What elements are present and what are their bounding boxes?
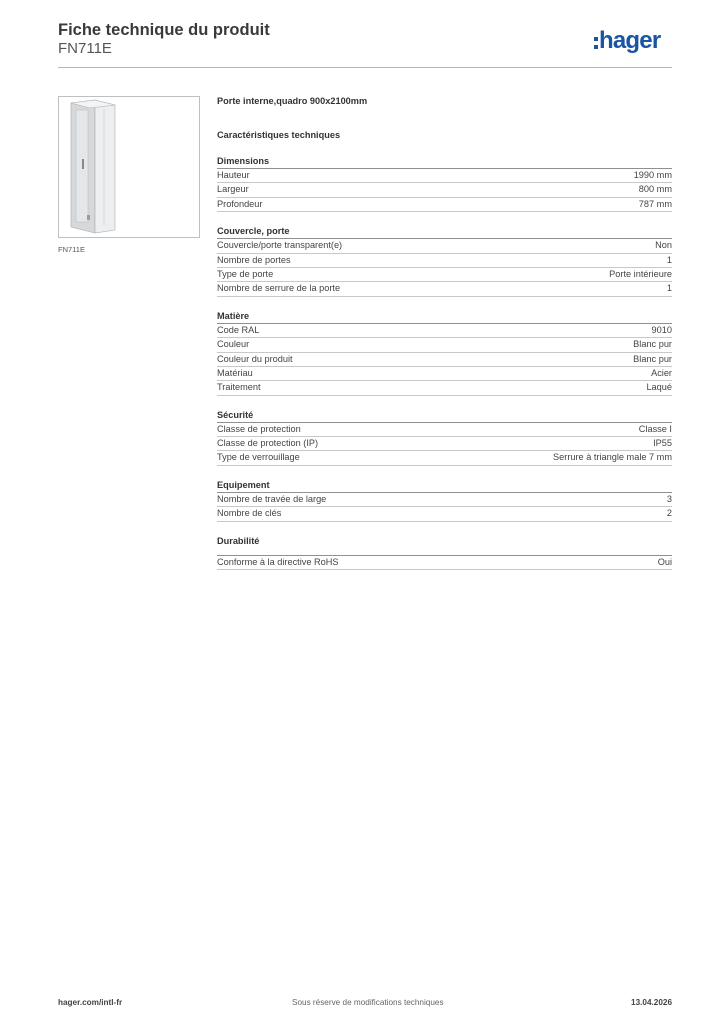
spec-label: Nombre de portes <box>217 254 291 265</box>
spec-value: Oui <box>657 556 672 567</box>
spec-value: Acier <box>651 367 672 378</box>
spec-value: Blanc pur <box>633 353 672 364</box>
group-title: Equipement <box>217 479 672 493</box>
spec-group-durability <box>217 535 672 570</box>
spec-value: 2 <box>666 508 672 519</box>
spec-label: Hauteur <box>217 170 250 180</box>
spec-group-cover-door <box>217 225 672 297</box>
spec-row <box>217 555 672 570</box>
footer-disclaimer: Sous réserve de modifications techniques <box>292 998 444 1007</box>
product-image <box>59 97 199 237</box>
logo-colon-mark <box>594 37 598 49</box>
spec-label: Type de verrouillage <box>217 452 300 463</box>
spec-row <box>217 282 672 296</box>
spec-row <box>217 353 672 367</box>
page-title: Fiche technique du produit <box>58 21 270 39</box>
spec-value: 1 <box>666 254 672 265</box>
spec-group-material <box>217 310 672 396</box>
hager-logo <box>594 28 660 54</box>
spec-content <box>217 95 672 570</box>
spec-row <box>217 183 672 197</box>
spec-group-equipment <box>217 479 672 522</box>
spec-label: Couleur du produit <box>217 353 293 364</box>
spec-row <box>217 324 672 338</box>
spec-value: 9010 <box>651 324 672 335</box>
spec-label: Nombre de serrure de la porte <box>217 283 341 294</box>
spec-label: Code RAL <box>217 324 260 335</box>
spec-value: 787 mm <box>638 198 672 209</box>
spec-value: Serrure à triangle male 7 mm <box>553 452 672 463</box>
spec-row <box>217 239 672 253</box>
footer-date: 13.04.2026 <box>631 998 672 1007</box>
spec-label: Conforme à la directive RoHS <box>217 556 339 567</box>
group-title: Couvercle, porte <box>217 225 672 239</box>
spec-label: Largeur <box>217 184 249 195</box>
spec-label: Profondeur <box>217 198 263 209</box>
image-caption: FN711E <box>58 245 85 254</box>
spec-label: Couvercle/porte transparent(e) <box>217 240 343 251</box>
spec-row <box>217 493 672 507</box>
logo-wordmark: hager <box>599 27 661 54</box>
spec-label: Nombre de travée de large <box>217 493 327 504</box>
spec-row <box>217 381 672 395</box>
group-title: Durabilité <box>217 535 260 546</box>
spec-label: Traitement <box>217 382 261 393</box>
spec-label: Nombre de clés <box>217 508 282 519</box>
spec-value: Non <box>655 240 672 251</box>
spec-group-dimensions <box>217 155 672 212</box>
spec-value: 1990 mm <box>633 170 672 180</box>
spec-row <box>217 437 672 451</box>
spec-value: 1 <box>666 283 672 294</box>
spec-label: Classe de protection (IP) <box>217 438 319 449</box>
spec-row <box>217 367 672 381</box>
product-code: FN711E <box>58 40 112 57</box>
footer-website-link[interactable]: hager.com/intl-fr <box>58 998 123 1007</box>
spec-value: Classe I <box>638 423 672 434</box>
group-title: Matière <box>217 310 672 324</box>
spec-value: Porte intérieure <box>609 268 672 279</box>
spec-row <box>217 338 672 352</box>
spec-group-security <box>217 409 672 466</box>
spec-value: 3 <box>666 493 672 504</box>
section-title: Caractéristiques techniques <box>217 130 341 140</box>
spec-value: Blanc pur <box>633 339 672 350</box>
spec-row <box>217 169 672 183</box>
spec-value: Laqué <box>646 382 672 393</box>
spec-label: Couleur <box>217 339 250 350</box>
spec-row <box>217 451 672 465</box>
group-title: Dimensions <box>217 155 672 169</box>
spec-value: IP55 <box>653 438 672 449</box>
spec-row <box>217 254 672 268</box>
spec-row <box>217 268 672 282</box>
product-image-frame <box>58 96 200 238</box>
spec-label: Type de porte <box>217 268 274 279</box>
spec-row <box>217 507 672 521</box>
header-divider <box>58 67 672 68</box>
spec-row <box>217 198 672 212</box>
spec-label: Matériau <box>217 367 253 378</box>
product-description: Porte interne,quadro 900x2100mm <box>217 96 368 106</box>
spec-row <box>217 423 672 437</box>
spec-label: Classe de protection <box>217 423 301 434</box>
group-title: Sécurité <box>217 409 672 423</box>
spec-value: 800 mm <box>638 184 672 195</box>
